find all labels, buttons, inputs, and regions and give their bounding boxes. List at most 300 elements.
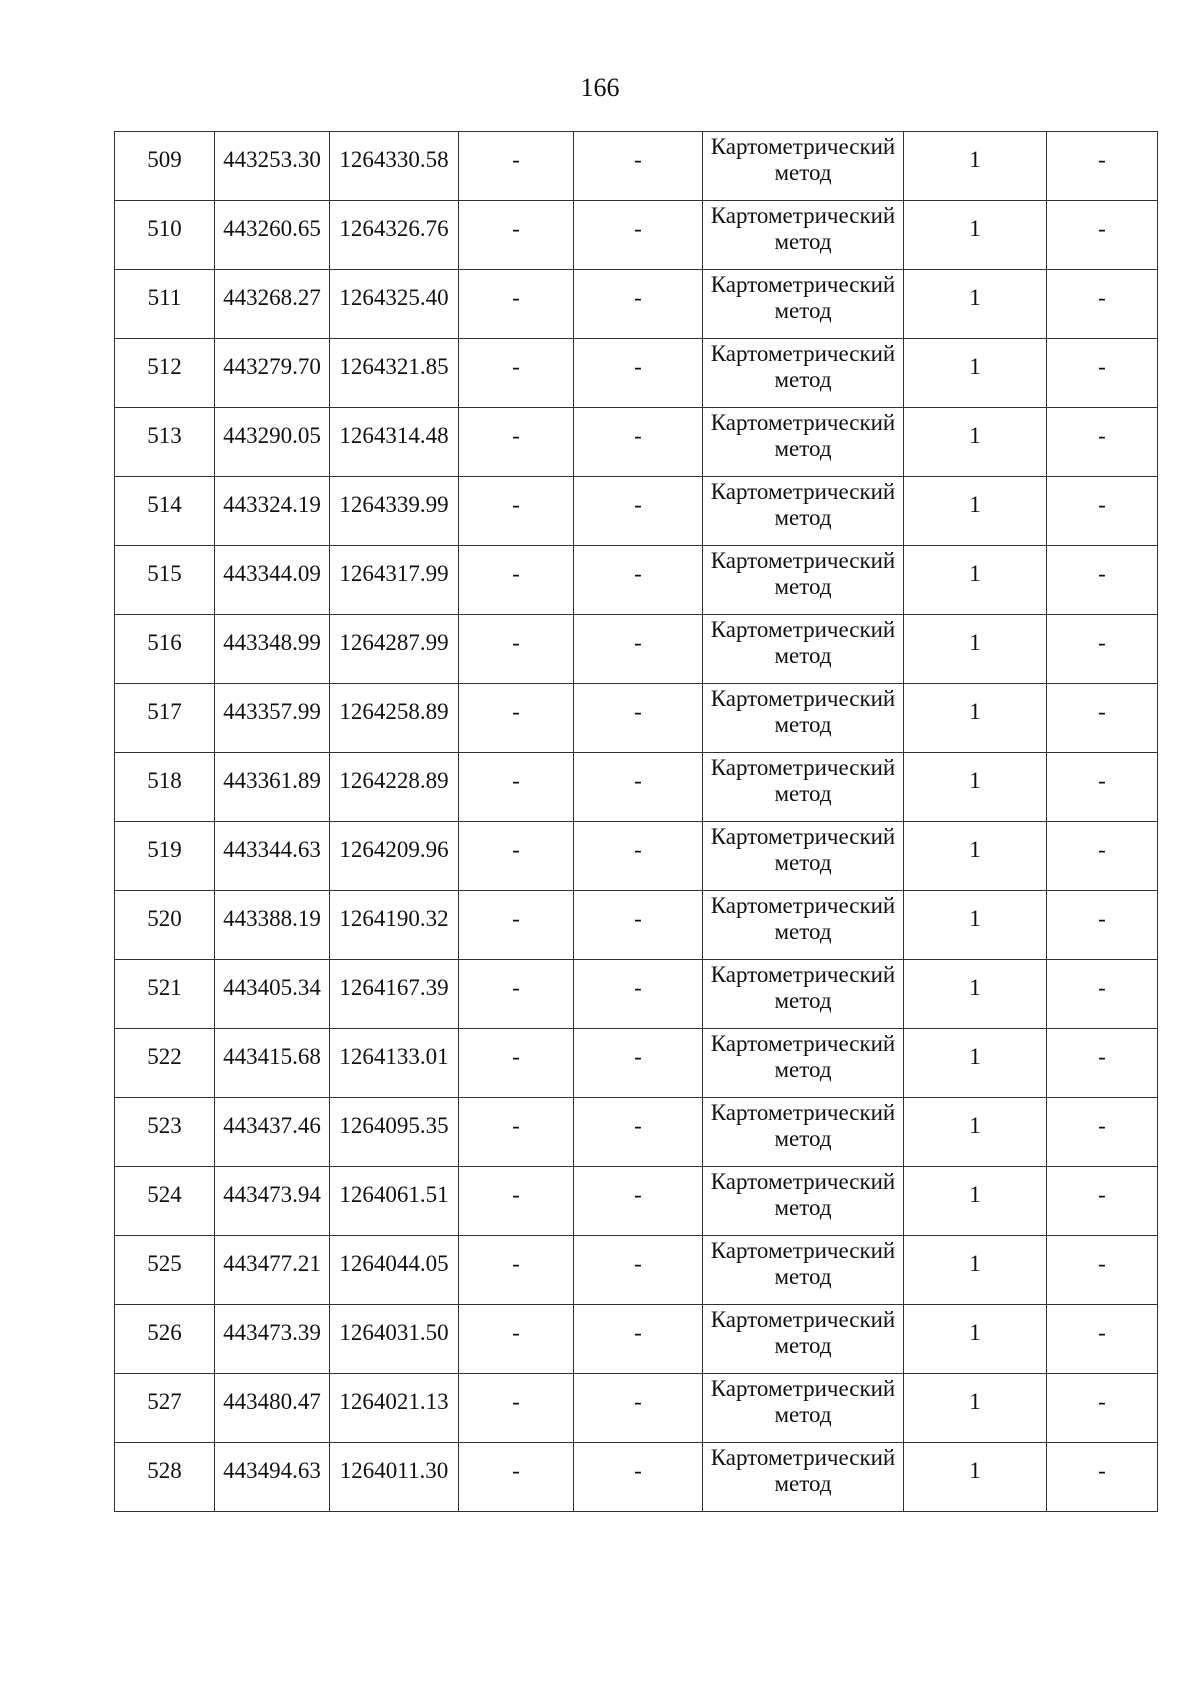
dash-cell-text: - <box>634 906 642 931</box>
y-coordinate-cell-text: 1264287.99 <box>339 630 449 655</box>
method-cell-text: Картометрический метод <box>710 1238 896 1289</box>
y-coordinate-cell <box>330 891 459 960</box>
accuracy-cell <box>904 1029 1047 1098</box>
table-row <box>115 1098 1158 1167</box>
method-cell <box>703 1443 904 1512</box>
dash-cell-text: - <box>634 837 642 862</box>
dash-cell <box>574 1029 703 1098</box>
method-cell <box>703 1305 904 1374</box>
dash-cell-text: - <box>512 1320 520 1345</box>
point-number-cell <box>115 1029 215 1098</box>
dash-cell <box>459 684 574 753</box>
point-number-cell <box>115 546 215 615</box>
point-number-cell <box>115 1167 215 1236</box>
method-cell <box>703 1167 904 1236</box>
method-cell-text: Картометрический метод <box>710 410 896 461</box>
dash-cell-text: - <box>1098 561 1106 586</box>
method-cell <box>703 822 904 891</box>
dash-cell-text: - <box>512 699 520 724</box>
dash-cell-text: - <box>512 561 520 586</box>
dash-cell <box>1047 132 1158 201</box>
point-number-cell-text: 525 <box>147 1251 182 1276</box>
y-coordinate-cell-text: 1264258.89 <box>339 699 449 724</box>
x-coordinate-cell-text: 443344.09 <box>223 561 321 586</box>
dash-cell-text: - <box>634 1389 642 1414</box>
dash-cell <box>459 1167 574 1236</box>
dash-cell-text: - <box>634 1044 642 1069</box>
x-coordinate-cell-text: 443494.63 <box>223 1458 321 1483</box>
method-cell <box>703 891 904 960</box>
y-coordinate-cell <box>330 201 459 270</box>
dash-cell <box>574 408 703 477</box>
y-coordinate-cell <box>330 546 459 615</box>
accuracy-cell <box>904 1374 1047 1443</box>
dash-cell <box>1047 408 1158 477</box>
point-number-cell-text: 517 <box>147 699 182 724</box>
dash-cell <box>1047 1236 1158 1305</box>
point-number-cell-text: 513 <box>147 423 182 448</box>
x-coordinate-cell-text: 443480.47 <box>223 1389 321 1414</box>
point-number-cell-text: 509 <box>147 147 182 172</box>
table-row <box>115 615 1158 684</box>
y-coordinate-cell <box>330 1236 459 1305</box>
page-number: 166 <box>580 73 620 102</box>
method-cell <box>703 477 904 546</box>
dash-cell <box>574 891 703 960</box>
x-coordinate-cell-text: 443473.94 <box>223 1182 321 1207</box>
y-coordinate-cell-text: 1264325.40 <box>339 285 449 310</box>
dash-cell-text: - <box>634 285 642 310</box>
point-number-cell-text: 527 <box>147 1389 182 1414</box>
dash-cell-text: - <box>512 630 520 655</box>
dash-cell-text: - <box>512 1044 520 1069</box>
dash-cell-text: - <box>634 354 642 379</box>
point-number-cell-text: 519 <box>147 837 182 862</box>
dash-cell <box>574 615 703 684</box>
y-coordinate-cell <box>330 339 459 408</box>
point-number-cell <box>115 477 215 546</box>
dash-cell <box>459 201 574 270</box>
point-number-cell-text: 521 <box>147 975 182 1000</box>
dash-cell-text: - <box>512 1389 520 1414</box>
dash-cell-text: - <box>1098 1251 1106 1276</box>
point-number-cell <box>115 822 215 891</box>
method-cell-text: Картометрический метод <box>710 1445 896 1496</box>
dash-cell <box>459 822 574 891</box>
dash-cell-text: - <box>634 630 642 655</box>
dash-cell-text: - <box>512 837 520 862</box>
accuracy-cell-text: 1 <box>969 699 981 724</box>
dash-cell-text: - <box>512 906 520 931</box>
y-coordinate-cell <box>330 1167 459 1236</box>
table-row <box>115 132 1158 201</box>
method-cell-text: Картометрический метод <box>710 341 896 392</box>
dash-cell-text: - <box>634 975 642 1000</box>
dash-cell-text: - <box>1098 1458 1106 1483</box>
dash-cell-text: - <box>512 1182 520 1207</box>
dash-cell-text: - <box>634 768 642 793</box>
method-cell-text: Картометрический метод <box>710 893 896 944</box>
point-number-cell <box>115 408 215 477</box>
accuracy-cell-text: 1 <box>969 768 981 793</box>
y-coordinate-cell-text: 1264095.35 <box>339 1113 449 1138</box>
table-row <box>115 477 1158 546</box>
y-coordinate-cell-text: 1264021.13 <box>339 1389 449 1414</box>
point-number-cell-text: 526 <box>147 1320 182 1345</box>
dash-cell-text: - <box>512 768 520 793</box>
accuracy-cell-text: 1 <box>969 354 981 379</box>
method-cell <box>703 753 904 822</box>
method-cell <box>703 546 904 615</box>
y-coordinate-cell <box>330 822 459 891</box>
x-coordinate-cell-text: 443268.27 <box>223 285 321 310</box>
y-coordinate-cell-text: 1264314.48 <box>339 423 449 448</box>
dash-cell <box>574 1305 703 1374</box>
dash-cell <box>1047 753 1158 822</box>
dash-cell <box>459 753 574 822</box>
dash-cell-text: - <box>1098 285 1106 310</box>
method-cell <box>703 132 904 201</box>
point-number-cell <box>115 1374 215 1443</box>
dash-cell <box>459 477 574 546</box>
x-coordinate-cell-text: 443324.19 <box>223 492 321 517</box>
dash-cell <box>1047 960 1158 1029</box>
accuracy-cell-text: 1 <box>969 975 981 1000</box>
accuracy-cell-text: 1 <box>969 837 981 862</box>
method-cell-text: Картометрический метод <box>710 134 896 185</box>
dash-cell <box>574 1374 703 1443</box>
dash-cell-text: - <box>512 1113 520 1138</box>
point-number-cell <box>115 1236 215 1305</box>
table-row <box>115 1236 1158 1305</box>
x-coordinate-cell <box>215 546 330 615</box>
dash-cell-text: - <box>634 699 642 724</box>
dash-cell-text: - <box>1098 1113 1106 1138</box>
accuracy-cell <box>904 1167 1047 1236</box>
point-number-cell <box>115 1098 215 1167</box>
dash-cell-text: - <box>512 354 520 379</box>
method-cell-text: Картометрический метод <box>710 755 896 806</box>
x-coordinate-cell-text: 443357.99 <box>223 699 321 724</box>
method-cell-text: Картометрический метод <box>710 272 896 323</box>
dash-cell-text: - <box>1098 354 1106 379</box>
table-row <box>115 753 1158 822</box>
table-row <box>115 960 1158 1029</box>
y-coordinate-cell <box>330 615 459 684</box>
method-cell <box>703 1236 904 1305</box>
accuracy-cell <box>904 339 1047 408</box>
dash-cell <box>459 408 574 477</box>
accuracy-cell <box>904 1236 1047 1305</box>
x-coordinate-cell <box>215 822 330 891</box>
x-coordinate-cell <box>215 1029 330 1098</box>
y-coordinate-cell-text: 1264031.50 <box>339 1320 449 1345</box>
dash-cell-text: - <box>512 975 520 1000</box>
dash-cell <box>574 1236 703 1305</box>
dash-cell <box>1047 546 1158 615</box>
point-number-cell-text: 511 <box>147 285 182 310</box>
x-coordinate-cell <box>215 408 330 477</box>
accuracy-cell <box>904 960 1047 1029</box>
method-cell <box>703 1374 904 1443</box>
dash-cell <box>1047 477 1158 546</box>
accuracy-cell-text: 1 <box>969 1458 981 1483</box>
dash-cell <box>459 546 574 615</box>
dash-cell-text: - <box>1098 906 1106 931</box>
accuracy-cell-text: 1 <box>969 1113 981 1138</box>
dash-cell-text: - <box>1098 1182 1106 1207</box>
x-coordinate-cell-text: 443253.30 <box>223 147 321 172</box>
accuracy-cell <box>904 270 1047 339</box>
accuracy-cell <box>904 615 1047 684</box>
y-coordinate-cell <box>330 477 459 546</box>
dash-cell-text: - <box>634 1458 642 1483</box>
x-coordinate-cell-text: 443477.21 <box>223 1251 321 1276</box>
accuracy-cell-text: 1 <box>969 561 981 586</box>
y-coordinate-cell-text: 1264317.99 <box>339 561 449 586</box>
point-number-cell-text: 514 <box>147 492 182 517</box>
x-coordinate-cell-text: 443290.05 <box>223 423 321 448</box>
y-coordinate-cell-text: 1264167.39 <box>339 975 449 1000</box>
accuracy-cell-text: 1 <box>969 216 981 241</box>
point-number-cell-text: 515 <box>147 561 182 586</box>
dash-cell <box>459 1098 574 1167</box>
accuracy-cell-text: 1 <box>969 423 981 448</box>
x-coordinate-cell <box>215 1305 330 1374</box>
accuracy-cell <box>904 822 1047 891</box>
dash-cell-text: - <box>1098 630 1106 655</box>
dash-cell-text: - <box>512 1458 520 1483</box>
x-coordinate-cell <box>215 615 330 684</box>
method-cell <box>703 1029 904 1098</box>
y-coordinate-cell-text: 1264228.89 <box>339 768 449 793</box>
y-coordinate-cell-text: 1264339.99 <box>339 492 449 517</box>
accuracy-cell <box>904 546 1047 615</box>
dash-cell <box>1047 201 1158 270</box>
x-coordinate-cell-text: 443361.89 <box>223 768 321 793</box>
dash-cell-text: - <box>1098 768 1106 793</box>
x-coordinate-cell-text: 443344.63 <box>223 837 321 862</box>
dash-cell <box>574 1443 703 1512</box>
method-cell-text: Картометрический метод <box>710 203 896 254</box>
dash-cell <box>574 201 703 270</box>
dash-cell <box>1047 1443 1158 1512</box>
dash-cell-text: - <box>512 492 520 517</box>
dash-cell <box>459 1374 574 1443</box>
dash-cell <box>459 960 574 1029</box>
table-row <box>115 270 1158 339</box>
dash-cell <box>574 1167 703 1236</box>
table-row <box>115 408 1158 477</box>
dash-cell <box>1047 1167 1158 1236</box>
dash-cell <box>459 1443 574 1512</box>
y-coordinate-cell-text: 1264209.96 <box>339 837 449 862</box>
dash-cell <box>1047 1029 1158 1098</box>
method-cell <box>703 960 904 1029</box>
dash-cell-text: - <box>634 492 642 517</box>
x-coordinate-cell <box>215 339 330 408</box>
dash-cell-text: - <box>1098 699 1106 724</box>
point-number-cell-text: 520 <box>147 906 182 931</box>
y-coordinate-cell-text: 1264061.51 <box>339 1182 449 1207</box>
dash-cell <box>574 546 703 615</box>
dash-cell <box>1047 822 1158 891</box>
x-coordinate-cell-text: 443415.68 <box>223 1044 321 1069</box>
y-coordinate-cell <box>330 1305 459 1374</box>
dash-cell <box>1047 1098 1158 1167</box>
x-coordinate-cell <box>215 684 330 753</box>
point-number-cell <box>115 960 215 1029</box>
dash-cell-text: - <box>634 423 642 448</box>
y-coordinate-cell-text: 1264326.76 <box>339 216 449 241</box>
dash-cell <box>459 1236 574 1305</box>
dash-cell <box>459 1029 574 1098</box>
dash-cell <box>459 132 574 201</box>
y-coordinate-cell <box>330 960 459 1029</box>
method-cell-text: Картометрический метод <box>710 617 896 668</box>
dash-cell <box>574 753 703 822</box>
dash-cell <box>1047 270 1158 339</box>
dash-cell <box>1047 891 1158 960</box>
dash-cell <box>459 270 574 339</box>
accuracy-cell-text: 1 <box>969 1320 981 1345</box>
dash-cell <box>459 1305 574 1374</box>
dash-cell-text: - <box>512 285 520 310</box>
dash-cell <box>574 684 703 753</box>
table-body <box>115 132 1158 1512</box>
x-coordinate-cell-text: 443437.46 <box>223 1113 321 1138</box>
table-row <box>115 201 1158 270</box>
table-row <box>115 891 1158 960</box>
point-number-cell <box>115 753 215 822</box>
point-number-cell-text: 523 <box>147 1113 182 1138</box>
dash-cell <box>574 960 703 1029</box>
y-coordinate-cell-text: 1264321.85 <box>339 354 449 379</box>
accuracy-cell <box>904 891 1047 960</box>
point-number-cell-text: 516 <box>147 630 182 655</box>
dash-cell-text: - <box>634 1113 642 1138</box>
point-number-cell-text: 518 <box>147 768 182 793</box>
table-row <box>115 1029 1158 1098</box>
point-number-cell <box>115 1305 215 1374</box>
method-cell <box>703 1098 904 1167</box>
dash-cell-text: - <box>634 216 642 241</box>
dash-cell-text: - <box>512 423 520 448</box>
method-cell-text: Картометрический метод <box>710 1376 896 1427</box>
table-row <box>115 822 1158 891</box>
dash-cell <box>574 132 703 201</box>
dash-cell-text: - <box>1098 1044 1106 1069</box>
dash-cell <box>459 891 574 960</box>
accuracy-cell <box>904 1098 1047 1167</box>
dash-cell-text: - <box>1098 975 1106 1000</box>
dash-cell <box>574 339 703 408</box>
x-coordinate-cell-text: 443388.19 <box>223 906 321 931</box>
y-coordinate-cell <box>330 684 459 753</box>
method-cell <box>703 339 904 408</box>
point-number-cell <box>115 201 215 270</box>
point-number-cell <box>115 684 215 753</box>
method-cell <box>703 201 904 270</box>
dash-cell-text: - <box>512 216 520 241</box>
method-cell-text: Картометрический метод <box>710 1031 896 1082</box>
accuracy-cell <box>904 477 1047 546</box>
x-coordinate-cell <box>215 891 330 960</box>
accuracy-cell-text: 1 <box>969 1182 981 1207</box>
table-row <box>115 1305 1158 1374</box>
y-coordinate-cell-text: 1264330.58 <box>339 147 449 172</box>
y-coordinate-cell-text: 1264044.05 <box>339 1251 449 1276</box>
y-coordinate-cell-text: 1264133.01 <box>339 1044 449 1069</box>
table-row <box>115 1167 1158 1236</box>
dash-cell <box>574 477 703 546</box>
method-cell-text: Картометрический метод <box>710 1100 896 1151</box>
table-row <box>115 1374 1158 1443</box>
x-coordinate-cell <box>215 753 330 822</box>
method-cell-text: Картометрический метод <box>710 962 896 1013</box>
accuracy-cell <box>904 684 1047 753</box>
accuracy-cell-text: 1 <box>969 492 981 517</box>
method-cell-text: Картометрический метод <box>710 686 896 737</box>
point-number-cell-text: 510 <box>147 216 182 241</box>
y-coordinate-cell <box>330 1374 459 1443</box>
x-coordinate-cell <box>215 960 330 1029</box>
accuracy-cell-text: 1 <box>969 1044 981 1069</box>
x-coordinate-cell <box>215 1236 330 1305</box>
method-cell <box>703 408 904 477</box>
dash-cell-text: - <box>512 147 520 172</box>
dash-cell <box>1047 684 1158 753</box>
x-coordinate-cell-text: 443279.70 <box>223 354 321 379</box>
y-coordinate-cell <box>330 132 459 201</box>
y-coordinate-cell-text: 1264011.30 <box>339 1458 449 1483</box>
dash-cell-text: - <box>1098 147 1106 172</box>
y-coordinate-cell <box>330 1443 459 1512</box>
dash-cell-text: - <box>1098 837 1106 862</box>
dash-cell <box>459 615 574 684</box>
dash-cell-text: - <box>634 561 642 586</box>
accuracy-cell-text: 1 <box>969 285 981 310</box>
method-cell <box>703 615 904 684</box>
accuracy-cell <box>904 1305 1047 1374</box>
point-number-cell-text: 524 <box>147 1182 182 1207</box>
x-coordinate-cell <box>215 1167 330 1236</box>
x-coordinate-cell-text: 443260.65 <box>223 216 321 241</box>
coordinates-table <box>114 131 1158 1512</box>
x-coordinate-cell-text: 443473.39 <box>223 1320 321 1345</box>
dash-cell <box>574 822 703 891</box>
method-cell-text: Картометрический метод <box>710 1169 896 1220</box>
accuracy-cell <box>904 201 1047 270</box>
y-coordinate-cell <box>330 1029 459 1098</box>
dash-cell <box>1047 1374 1158 1443</box>
point-number-cell <box>115 615 215 684</box>
point-number-cell-text: 522 <box>147 1044 182 1069</box>
dash-cell <box>1047 1305 1158 1374</box>
y-coordinate-cell-text: 1264190.32 <box>339 906 449 931</box>
dash-cell-text: - <box>512 1251 520 1276</box>
method-cell <box>703 684 904 753</box>
accuracy-cell <box>904 753 1047 822</box>
dash-cell <box>574 1098 703 1167</box>
point-number-cell <box>115 270 215 339</box>
dash-cell-text: - <box>634 1320 642 1345</box>
method-cell-text: Картометрический метод <box>710 824 896 875</box>
dash-cell-text: - <box>634 1251 642 1276</box>
x-coordinate-cell-text: 443348.99 <box>223 630 321 655</box>
point-number-cell <box>115 132 215 201</box>
accuracy-cell <box>904 408 1047 477</box>
